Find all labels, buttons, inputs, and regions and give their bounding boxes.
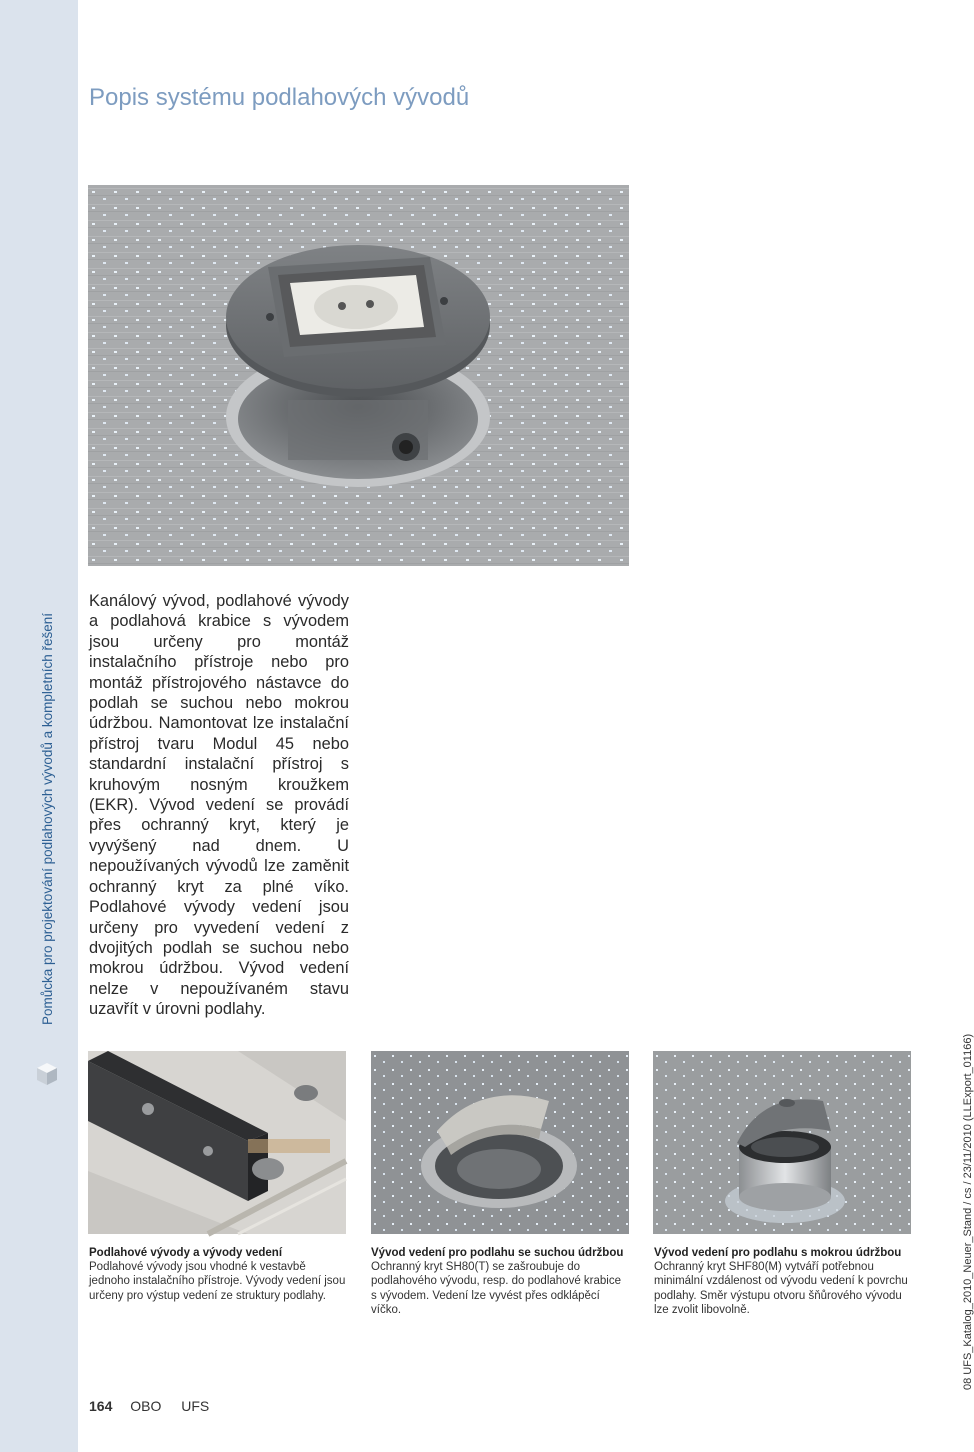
caption-text: Podlahové vývody jsou vhodné k vestavbě jednoho instalačního přístroje. Vývody vedení jsou určeny pro výstup vedení ze struktury podlahy. [89, 1261, 346, 1302]
caption-title: Podlahové vývody a vývody vedení [89, 1247, 283, 1259]
cube-icon [36, 1062, 58, 1086]
print-metadata: 08 UFS_Katalog_2010_Neuer_Stand / cs / 23/11/2010 (LLExport_01166) [962, 1033, 974, 1390]
caption-wet-maintenance [654, 1246, 912, 1317]
caption-dry-maintenance [371, 1246, 629, 1317]
caption-text: Ochranný kryt SHF80(M) vytváří potřebnou minimální vzdálenost od vývodu vedení k povrchu podlahy. Směr výstupu otvoru šňůrového vývodu lze zvolit libovolně. [654, 1261, 908, 1316]
page-title: Popis systému podlahových vývodů [89, 84, 470, 111]
body-text: Kanálový vývod, podlahové vývody a podlahová krabice s vývodem jsou určeny pro montáž instalačního přístroje nebo pro montáž přístrojového nástavce do podlah se suchou nebo mokrou údržbou. Namontovat lze instalační přístroj tvaru Modul 45 nebo standardní instalační přístroj s kruhovým nosným kroužkem (EKR). Vývod vedení se provádí přes ochranný kryt, který je vyvýšený nad dnem. U nepoužívaných vývodů lze zaměnit ochranný kryt za plné víko. Podlahové vývody vedení jsou určeny pro vyvedení vedení z dvojitých podlah se suchou nebo mokrou údržbou. Vývod vedení nelze v nepoužívaném stavu uzavřít v úrovni podlahy. [89, 592, 349, 1019]
page-footer [89, 1398, 209, 1414]
caption-title: Vývod vedení pro podlahu s mokrou údržbou [654, 1247, 902, 1259]
raised-floor-photo [88, 1051, 346, 1234]
caption-text: Ochranný kryt SH80(T) se zašroubuje do podlahového vývodu, resp. do podlahové krabice s vývodem. Vedení lze vyvést přes odklápěcí víčko. [371, 1261, 621, 1316]
page-number: 164 [89, 1398, 113, 1414]
sidebar [0, 0, 78, 1452]
dry-maintenance-outlet-photo [371, 1051, 629, 1234]
floor-outlet-photo [88, 185, 629, 566]
footer-brand: OBO [130, 1398, 162, 1414]
caption-floor-outlets [89, 1246, 349, 1303]
caption-title: Vývod vedení pro podlahu se suchou údržbou [371, 1247, 624, 1259]
wet-maintenance-outlet-photo [653, 1051, 911, 1234]
footer-section: UFS [181, 1398, 210, 1414]
sidebar-vertical-text: Pomůcka pro projektování podlahových vývodů a kompletních řešení [40, 613, 55, 1025]
